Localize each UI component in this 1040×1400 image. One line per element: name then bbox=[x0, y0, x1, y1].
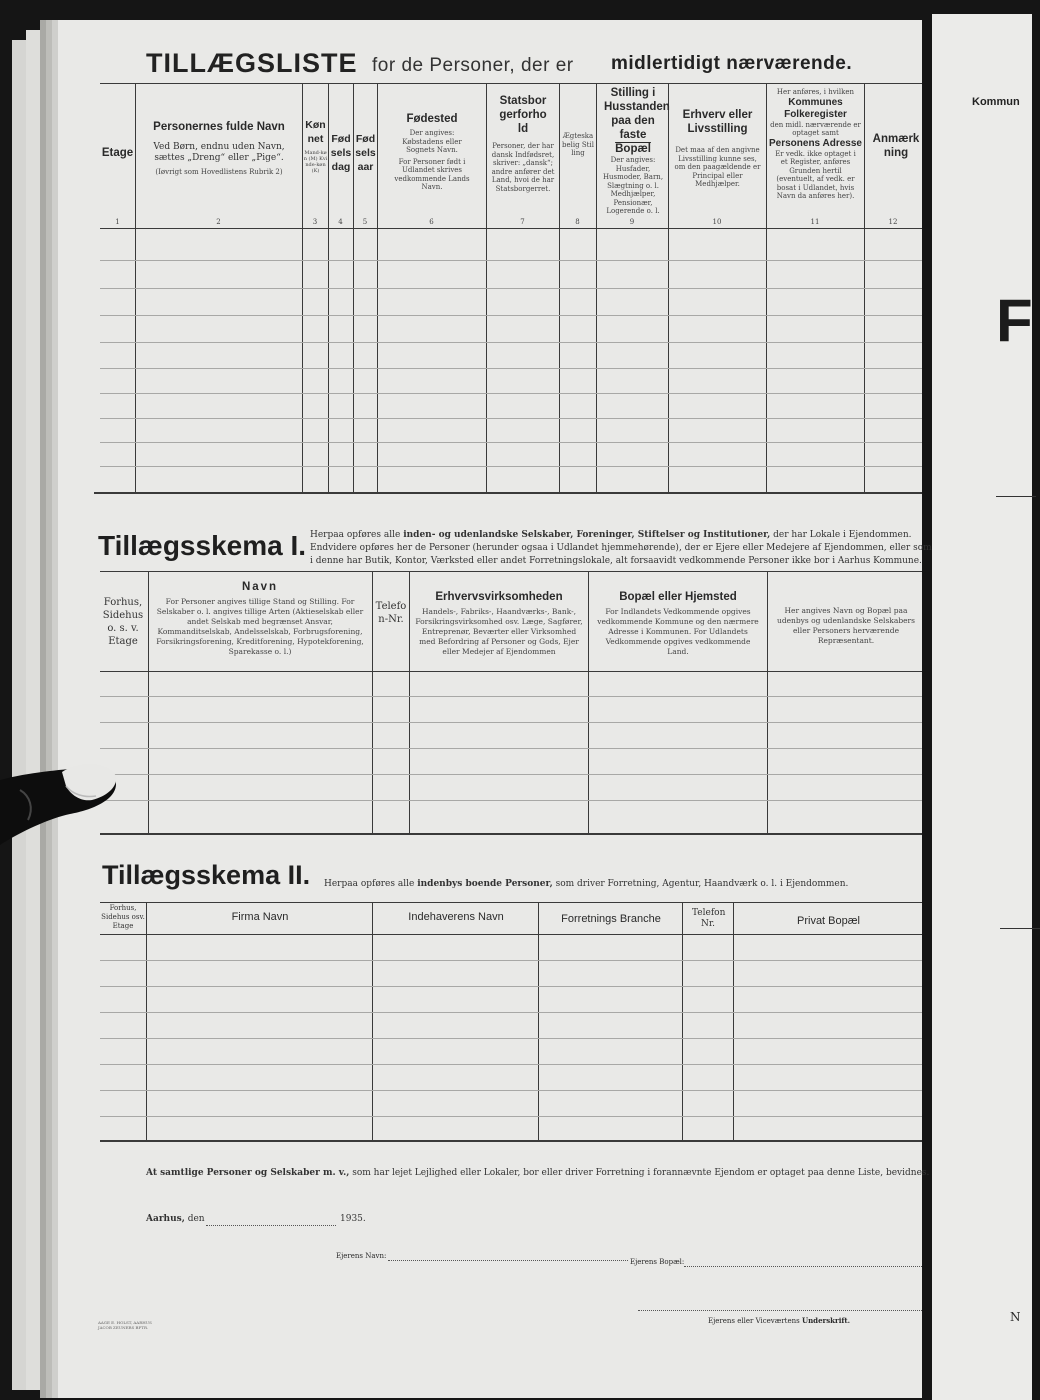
col-stilling-header bbox=[598, 86, 668, 216]
s1-col-erhverv-title: Erhvervsvirksomheden bbox=[435, 591, 563, 603]
s1-col-navn-header bbox=[150, 580, 370, 657]
col-stilling-title: Stilling i Husstanden paa den faste bbox=[604, 87, 670, 141]
owner-name-line bbox=[388, 1260, 628, 1261]
schema1-intro-bold: inden- og udenlandske Selskaber, Foreninger, Stiftelser og Institutioner, bbox=[403, 530, 771, 540]
table-row bbox=[100, 418, 922, 419]
col-erhverv-header bbox=[670, 108, 765, 189]
table-row bbox=[100, 774, 922, 775]
year-label: 1935. bbox=[340, 1214, 366, 1224]
col-statsborger-note: Personer, der har dansk Indfødsret, skriver: „dansk“; andre anfører det Land, hvoi de har Statsborgerret. bbox=[491, 142, 555, 193]
s1-col-erhverv-note: Handels-, Fabriks-, Haandværks-, Bank-, Forsikringsvirksomhed osv. Læge, Sagfører, Entreprenør, Beværter eller Virksomhed med Befordring af Personer og Gods, Ejer eller Medejer af Ejendommen bbox=[415, 607, 583, 656]
table-row bbox=[100, 393, 922, 394]
column-divider bbox=[148, 571, 149, 833]
signature-label bbox=[708, 1316, 850, 1325]
s1-col-etage-header: Forhus, Sidehus o. s. v. Etage bbox=[102, 597, 144, 647]
schema2-intro bbox=[324, 878, 922, 891]
certification-text bbox=[146, 1168, 930, 1178]
schema1-intro-text: Herpaa opføres alle bbox=[310, 530, 401, 540]
col-folkeregister-adresse: Personens Adresse bbox=[768, 137, 862, 149]
col-kon-header bbox=[303, 118, 328, 174]
column-number: 1 bbox=[115, 218, 120, 226]
col-folkeregister-mid: den midl. nærværende er optaget samt bbox=[770, 120, 861, 137]
header-bottom-rule bbox=[100, 228, 922, 229]
s1-col-navn-note: For Personer angives tillige Stand og Stilling. For Selskaber o. l. angives tillige Arten (Aktieselskab eller andet Selskab med begrænset Ansvar, Kommanditselskab, Andelsselskab, Forbrugsforening, Forsikringsforening, Kreditforening, Hypotekforening, Sparekasse o. l.) bbox=[156, 597, 364, 656]
col-erhverv-note: Det maa af den angivne Livsstilling kunne ses, om den paagældende er Principal eller Medhjælper. bbox=[674, 146, 761, 188]
col-kon-note: Mand-køn (M) Kvinde-køn (K) bbox=[303, 150, 328, 174]
next-page-letter: F bbox=[996, 287, 1033, 354]
table-row bbox=[100, 342, 922, 343]
column-divider bbox=[372, 902, 373, 1140]
column-divider bbox=[682, 902, 683, 1140]
col-stilling-bopael: Bopæl bbox=[615, 143, 651, 155]
s1-col-bopael-note: For Indlandets Vedkommende opgives vedkommende Kommune og den nærmere Adresse i Kommunen. For Udlandets Vedkommende opgives vedkommende Land. bbox=[597, 607, 759, 656]
col-folkeregister-title: Kommunes Folkeregister bbox=[784, 96, 847, 120]
column-divider bbox=[733, 902, 734, 1140]
next-page-rule bbox=[996, 496, 1036, 497]
schema1-intro bbox=[310, 529, 922, 542]
table-row bbox=[100, 1012, 922, 1013]
signature-bold: Underskrift. bbox=[801, 1316, 851, 1325]
col-statsborger-title: Statsborgerforhold bbox=[499, 95, 547, 135]
schema1-intro-end: der har Lokale i Ejendommen. bbox=[773, 530, 912, 540]
s2-col-etage-header: Forhus, Sidehus osv. Etage bbox=[101, 904, 145, 930]
page-edge bbox=[26, 30, 59, 1390]
date-line bbox=[206, 1225, 336, 1226]
place-name: Aarhus, bbox=[146, 1214, 185, 1224]
s2-col-privat-header: Privat Bopæl bbox=[797, 915, 860, 927]
col-stilling-note: Der angives: Husfader, Husmoder, Barn, Slægtning o. l. Medhjælper, Pensionær, Logerende o. l. bbox=[602, 156, 664, 215]
table-row bbox=[100, 368, 922, 369]
column-number: 2 bbox=[216, 218, 221, 226]
col-kon-title: Kønnet bbox=[305, 119, 326, 145]
col-fodselsaar-header: Fødselsaar bbox=[355, 133, 376, 173]
main-title: TILLÆGSLISTE bbox=[146, 48, 358, 78]
table-row bbox=[100, 1038, 922, 1039]
column-number: 11 bbox=[810, 218, 820, 226]
s1-col-erhverv-header bbox=[411, 590, 587, 657]
schema2-title: Tillægsskema II. bbox=[102, 860, 311, 890]
schema1-intro-line3: i denne har Butik, Kontor, Værksted eller andet Forretningslokale, alt forsaavidt vedkommende Personer ikke bor i Aarhus Kommune. bbox=[310, 556, 922, 566]
column-number: 4 bbox=[338, 218, 343, 226]
next-page-small: N bbox=[1010, 1310, 1021, 1324]
col-etage-header: Etage bbox=[101, 147, 134, 159]
signature-line bbox=[638, 1310, 922, 1311]
col-fodested-header bbox=[380, 112, 484, 192]
column-divider bbox=[538, 902, 539, 1140]
col-fodested-title: Fødested bbox=[406, 113, 458, 125]
column-number: 9 bbox=[629, 218, 635, 226]
col-erhverv-title: Erhverv eller Livsstilling bbox=[682, 109, 753, 135]
schema2-intro-bold: indenbys boende Personer, bbox=[417, 879, 553, 889]
schema2-header-rule bbox=[100, 934, 922, 935]
col-statsborger-header bbox=[488, 94, 558, 193]
signature-text: Ejerens eller Viceværtens bbox=[708, 1317, 800, 1325]
next-page-heading: Kommun bbox=[972, 96, 1020, 108]
col-folkeregister-header bbox=[768, 88, 863, 201]
schema1-top-rule bbox=[100, 571, 922, 572]
table-row bbox=[100, 960, 922, 961]
col-anmaerkning-header: Anmærkning bbox=[872, 133, 920, 159]
column-number: 8 bbox=[575, 218, 580, 226]
owner-address-label: Ejerens Bopæl: bbox=[630, 1258, 685, 1266]
column-number: 3 bbox=[312, 218, 318, 226]
column-number: 6 bbox=[429, 218, 434, 226]
table-row bbox=[100, 1090, 922, 1091]
thumb-image bbox=[0, 750, 120, 860]
column-divider bbox=[146, 902, 147, 1140]
table-bottom-rule bbox=[94, 492, 922, 494]
table-row bbox=[100, 260, 922, 261]
col-navn-note2: (Iøvrigt som Hovedlistens Rubrik 2) bbox=[155, 168, 283, 176]
table-row bbox=[100, 315, 922, 316]
s1-col-bopael-header bbox=[590, 590, 766, 657]
col-aegteskab-header: Ægteskabelig Stilling bbox=[562, 132, 594, 157]
schema1-bottom-rule bbox=[100, 833, 922, 835]
col-navn-header bbox=[138, 120, 300, 177]
schema1-intro-line2: Endvidere opføres her de Personer (herunder ogsaa i Udlandet hjemmehørende), der er Ejere eller Medejere af Ejendommen, eller som bbox=[310, 543, 932, 553]
date-den: den bbox=[187, 1214, 205, 1224]
column-divider bbox=[588, 571, 589, 833]
s2-col-firma-header: Firma Navn bbox=[231, 911, 289, 923]
s2-col-telefon-header: Telefon Nr. bbox=[692, 908, 726, 929]
column-number: 5 bbox=[362, 218, 368, 226]
main-title-regular: for de Personer, der er bbox=[372, 55, 574, 76]
table-row bbox=[100, 288, 922, 289]
table-top-rule bbox=[100, 83, 922, 84]
col-fodselsdag-header: Fødselsdag bbox=[330, 133, 352, 173]
certification-rest: som har lejet Lejlighed eller Lokaler, bor eller driver Forretning i forannævnte Ejendom er optaget paa denne Liste, bevidnes. bbox=[352, 1168, 930, 1178]
col-fodested-note: Der angives: Købstadens eller Sognets Navn. bbox=[402, 129, 462, 154]
col-navn-note: Ved Børn, endnu uden Navn, sættes „Dreng“ eller „Pige“. bbox=[153, 142, 285, 163]
column-number: 7 bbox=[520, 218, 525, 226]
certification-bold: At samtlige Personer og Selskaber m. v., bbox=[146, 1168, 350, 1178]
owner-name-label: Ejerens Navn: bbox=[336, 1252, 387, 1260]
s1-col-navn-title: Navn bbox=[241, 581, 279, 593]
table-row bbox=[100, 1116, 922, 1117]
col-navn-title: Personernes fulde Navn bbox=[153, 121, 285, 133]
col-folkeregister-pre: Her anføres, i hvilken bbox=[776, 88, 855, 96]
main-title-end: midlertidigt nærværende. bbox=[611, 53, 853, 74]
next-page-rule bbox=[1000, 928, 1040, 929]
table-row bbox=[100, 748, 922, 749]
s1-col-bopael-title: Bopæl eller Hjemsted bbox=[619, 591, 737, 603]
column-number: 12 bbox=[888, 218, 898, 226]
form-page bbox=[58, 20, 932, 1398]
place-label bbox=[146, 1214, 205, 1224]
printer-mark: AAGE E. HOLST, AARHUS JACOB ZEUNERS BFTR. bbox=[98, 1320, 152, 1330]
s2-col-branche-header: Forretnings Branche bbox=[561, 913, 661, 925]
column-number: 10 bbox=[712, 218, 722, 226]
schema2-intro-text: Herpaa opføres alle bbox=[324, 879, 415, 889]
col-fodested-note2: For Personer født i Udlandet skrives vedkommende Lands Navn. bbox=[394, 157, 470, 191]
table-row bbox=[100, 466, 922, 467]
s1-col-telefon-header: Telefon-Nr. bbox=[375, 601, 407, 625]
table-row bbox=[100, 442, 922, 443]
table-row bbox=[100, 986, 922, 987]
schema2-bottom-rule bbox=[100, 1140, 922, 1142]
next-page bbox=[932, 14, 1032, 1400]
table-row bbox=[100, 722, 922, 723]
s1-col-representant-header: Her angives Navn og Bopæl paa udenbys og udenlandske Selskabers eller Personers herværende Repræsentant. bbox=[776, 606, 915, 645]
schema1-title: Tillægsskema I. bbox=[98, 530, 307, 561]
table-row bbox=[100, 800, 922, 801]
schema1-header-rule bbox=[100, 671, 922, 672]
column-divider bbox=[372, 571, 373, 833]
s2-col-indehaver-header: Indehaverens Navn bbox=[408, 911, 504, 923]
table-row bbox=[100, 696, 922, 697]
col-folkeregister-note: Er vedk. ikke optaget i et Register, anføres Grunden hertil (eventuelt, af vedk. er bosat i Udlandet, hvis Navn da anføres her). bbox=[775, 149, 856, 200]
schema2-top-rule bbox=[100, 902, 922, 903]
column-divider bbox=[409, 571, 410, 833]
table-row bbox=[100, 1064, 922, 1065]
schema2-intro-end: som driver Forretning, Agentur, Haandværk o. l. i Ejendommen. bbox=[555, 879, 849, 889]
owner-address-line bbox=[684, 1266, 922, 1267]
column-divider bbox=[767, 571, 768, 833]
